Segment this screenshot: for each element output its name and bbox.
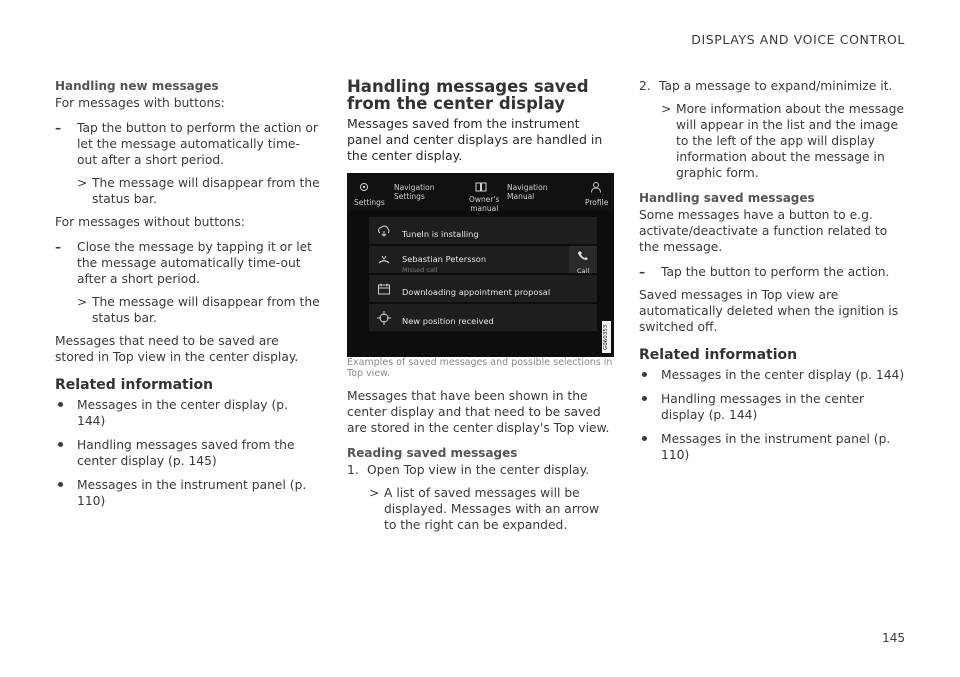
column-right — [639, 78, 909, 471]
label-line: Settings — [394, 192, 425, 201]
result-marker: > — [77, 176, 88, 190]
related-heading: Related information — [639, 347, 798, 363]
column-left — [55, 78, 320, 517]
profile-label: Profile — [585, 198, 609, 207]
related-link[interactable]: Messages in the instrument panel (p. 110) — [639, 431, 909, 463]
heading-handling-new-messages: Handling new messages — [55, 79, 219, 93]
result-text: A list of saved messages will be displayed. Messages with an arrow to the right can be expanded. — [384, 486, 600, 532]
step-with-buttons: – Tap the button to perform the action or let the message automatically time-out after a short period. — [55, 120, 320, 168]
label-line: Owner's — [469, 195, 500, 204]
step-1-result — [347, 485, 615, 533]
result-without-buttons — [55, 294, 320, 326]
result-text: More information about the message will appear in the list and the image to the left of the app will display information about the message in graphic form. — [676, 102, 905, 180]
settings-label: Settings — [354, 198, 385, 207]
profile-icon — [590, 181, 602, 193]
book-icon — [475, 181, 487, 193]
phone-icon — [578, 250, 588, 260]
heading-handling-saved-messages: Handling saved messages — [639, 191, 815, 205]
label-line: Manual — [507, 192, 535, 201]
related-link[interactable]: Messages in the center display (p. 144) — [639, 367, 909, 383]
heading-handling-saved: Handling messages saved from the center display — [347, 77, 589, 113]
calendar-icon — [377, 282, 391, 296]
label-line: manual — [470, 204, 499, 213]
auto-delete-note: Saved messages in Top view are automatically deleted when the ignition is switched off. — [639, 288, 899, 334]
image-code: G060353 — [602, 321, 611, 353]
step-without-buttons: – Close the message by tapping it or let the message automatically time-out after a short period. — [55, 239, 320, 287]
intro-without-buttons: For messages without buttons: — [55, 215, 245, 229]
message-title: Downloading appointment proposal — [402, 287, 551, 297]
related-link[interactable]: Handling messages saved from the center display (p. 145) — [55, 437, 320, 469]
missed-call-icon — [377, 253, 391, 267]
handling-body: Some messages have a button to e.g. activate/deactivate a function related to the message. — [639, 208, 888, 254]
step-2 — [639, 78, 909, 94]
body-paragraph: Messages that have been shown in the center display and that need to be saved are stored in the center display's Top view. — [347, 389, 610, 435]
message-title: TuneIn is installing — [402, 229, 479, 239]
settings-icon — [358, 181, 370, 193]
step-1 — [347, 462, 615, 478]
related-link[interactable]: Handling messages in the center display (p. 144) — [639, 391, 909, 423]
label-line: Navigation — [507, 183, 548, 192]
center-display-image — [347, 173, 614, 357]
list-item[interactable] — [369, 217, 597, 244]
step-number: 1. — [347, 463, 359, 477]
message-subtitle: Missed call — [402, 266, 438, 274]
list-item[interactable] — [369, 246, 597, 273]
call-button[interactable] — [569, 246, 597, 273]
related-heading: Related information — [55, 377, 214, 393]
label-line: Navigation — [394, 183, 435, 192]
step-text: Open Top view in the center display. — [367, 463, 590, 477]
message-title: Sebastian Petersson — [402, 254, 487, 264]
result-with-buttons — [55, 175, 320, 207]
navigation-manual-label — [507, 183, 547, 201]
intro-with-buttons: For messages with buttons: — [55, 96, 225, 110]
image-caption: Examples of saved messages and possible selections in Top view. — [347, 357, 613, 379]
list-item[interactable] — [369, 275, 597, 302]
saved-note: Messages that need to be saved are stored in Top view in the center display. — [55, 334, 299, 364]
navigation-settings-label — [394, 183, 434, 201]
position-icon — [377, 311, 391, 325]
related-link[interactable]: Messages in the instrument panel (p. 110) — [55, 477, 320, 509]
saved-message-list — [369, 217, 597, 333]
step-2-result — [639, 101, 909, 181]
owners-manual-label — [469, 195, 499, 213]
result-marker: > — [77, 295, 88, 309]
related-link[interactable]: Messages in the center display (p. 144) — [55, 397, 320, 429]
download-cloud-icon — [377, 224, 391, 238]
result-text: The message will disappear from the status bar. — [92, 295, 320, 325]
message-title: New position received — [402, 316, 494, 326]
step-text: Tap a message to expand/minimize it. — [659, 79, 893, 93]
list-item[interactable] — [369, 304, 597, 331]
result-marker: > — [661, 102, 672, 116]
column-middle — [347, 78, 615, 542]
heading-reading-saved: Reading saved messages — [347, 446, 518, 460]
call-label: Call — [577, 267, 590, 275]
lead-paragraph: Messages saved from the instrument panel and center displays are handled in the center display. — [347, 116, 603, 163]
handling-step: – Tap the button to perform the action. — [639, 264, 909, 280]
running-header: DISPLAYS AND VOICE CONTROL — [691, 32, 905, 47]
display-top-bar — [347, 173, 614, 211]
result-text: The message will disappear from the status bar. — [92, 176, 320, 206]
page-number: 145 — [882, 631, 905, 645]
step-number: 2. — [639, 79, 651, 93]
result-marker: > — [369, 486, 380, 500]
